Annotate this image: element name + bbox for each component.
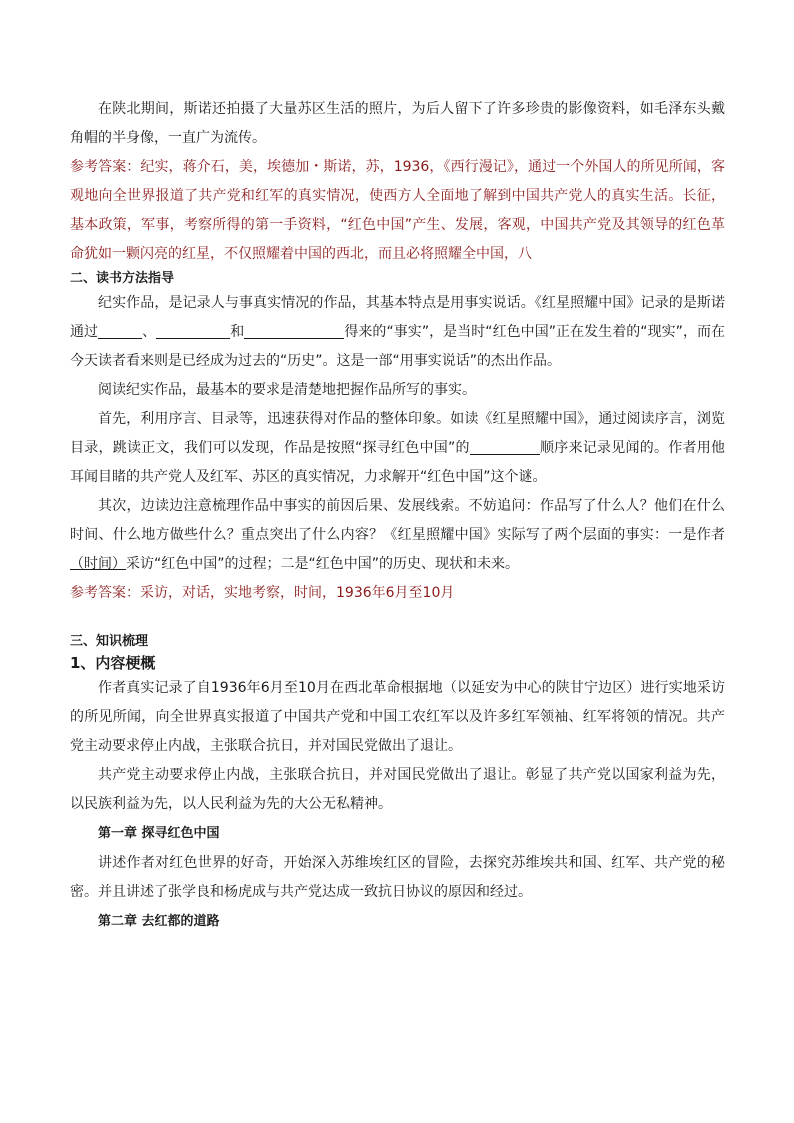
fill-blank-2[interactable]: [156, 322, 230, 339]
text-run: 和: [230, 324, 245, 340]
answer-paragraph-2: 参考答案：采访，对话，实地考察，时间，1936年6月至10月: [70, 585, 455, 601]
fill-blank-4[interactable]: [470, 438, 540, 455]
summary-paragraph-1: 作者真实记录了自1936年6月至10月在西北革命根据地（以延安为中心的陕甘宁边区）进行实地采访的所见所闻，向全世界真实报道了中国共产党和中国工农红军以及许多红军领袖、红军将领的情况。共产党主动要求停止内战，主张联合抗日，并对国民党做出了退让。: [70, 680, 725, 754]
text-run: 采访“红色中国”的过程；二是“红色中国”的历史、现状和未来。: [126, 556, 520, 572]
reading-method-paragraph-1: [70, 289, 725, 376]
chapter-1-text: 讲述作者对红色世界的好奇，开始深入苏维埃红区的冒险，去探究苏维埃共和国、红军、共产党的秘密。并且讲述了张学良和杨虎成与共产党达成一致抗日协议的原因和经过。: [70, 855, 725, 900]
reading-method-paragraph-2: 阅读纪实作品，最基本的要求是清楚地把握作品所写的事实。: [98, 382, 476, 398]
section-heading-knowledge: 三、知识梳理: [70, 634, 149, 649]
fill-blank-1[interactable]: [98, 322, 142, 339]
document-body: [70, 95, 725, 937]
section-heading-reading-method: 二、读书方法指导: [70, 271, 175, 286]
chapter-2-heading: 第二章 去红都的道路: [98, 914, 220, 929]
subheading-summary: 1、内容梗概: [70, 654, 156, 672]
text-run: 得来的“事实”，是当时“红色中国”正在发生着的“现实”，而在今天读者看来则是已经成为过去的“历史”。这是一部“用事实说话”的杰出作品。: [70, 324, 726, 369]
spacer: [70, 608, 725, 632]
underlined-time-blank[interactable]: （时间）: [70, 556, 126, 572]
summary-paragraph-2: 共产党主动要求停止内战，主张联合抗日，并对国民党做出了退让。彰显了共产党以国家利益为先，以民族利益为先，以人民利益为先的大公无私精神。: [70, 767, 725, 812]
reading-method-paragraph-4: [70, 492, 725, 579]
text-run: 、: [142, 324, 157, 340]
chapter-1-heading: 第一章 探寻红色中国: [98, 826, 220, 841]
intro-paragraph: 在陕北期间，斯诺还拍摄了大量苏区生活的照片，为后人留下了许多珍贵的影像资料，如毛泽东头戴角帽的半身像，一直广为流传。: [70, 101, 725, 146]
fill-blank-3[interactable]: [244, 322, 344, 339]
text-run: 顺序来记录见闻的。作者用他耳闻目睹的共产党人及红军、苏区的真实情况，力求解开“红色中国”这个谜。: [70, 440, 725, 485]
reading-method-paragraph-3: [70, 405, 725, 492]
text-run: 其次，边读边注意梳理作品中事实的前因后果、发展线索。不妨追问：作品写了什么人？他们在什么时间、什么地方做些什么？重点突出了什么内容？《红星照耀中国》实际写了两个层面的事实：一是作者: [70, 498, 725, 543]
text-run: 首先，利用序言、目录等，迅速获得对作品的整体印象。如读《红星照耀中国》，通过阅读序言，浏览目录，跳读正文，我们可以发现，作品是按照“探寻红色中国”的: [70, 411, 725, 456]
text-run: 纪实作品，是记录人与事真实情况的作品，其基本特点是用事实说话。《红星照耀中国》记录的是斯诺通过: [70, 295, 725, 340]
answer-paragraph-1: 参考答案：纪实，蒋介石，美，埃德加・斯诺，苏，1936，《西行漫记》，通过一个外国人的所见所闻，客观地向全世界报道了共产党和红军的真实情况，使西方人全面地了解到中国共产党人的真实生活。长征，基本政策，军事，考察所得的第一手资料，“红色中国”产生、发展，客观，中国共产党及其领导的红色革命犹如一颗闪亮的红星，不仅照耀着中国的西北，而且必将照耀全中国，八: [70, 159, 725, 262]
